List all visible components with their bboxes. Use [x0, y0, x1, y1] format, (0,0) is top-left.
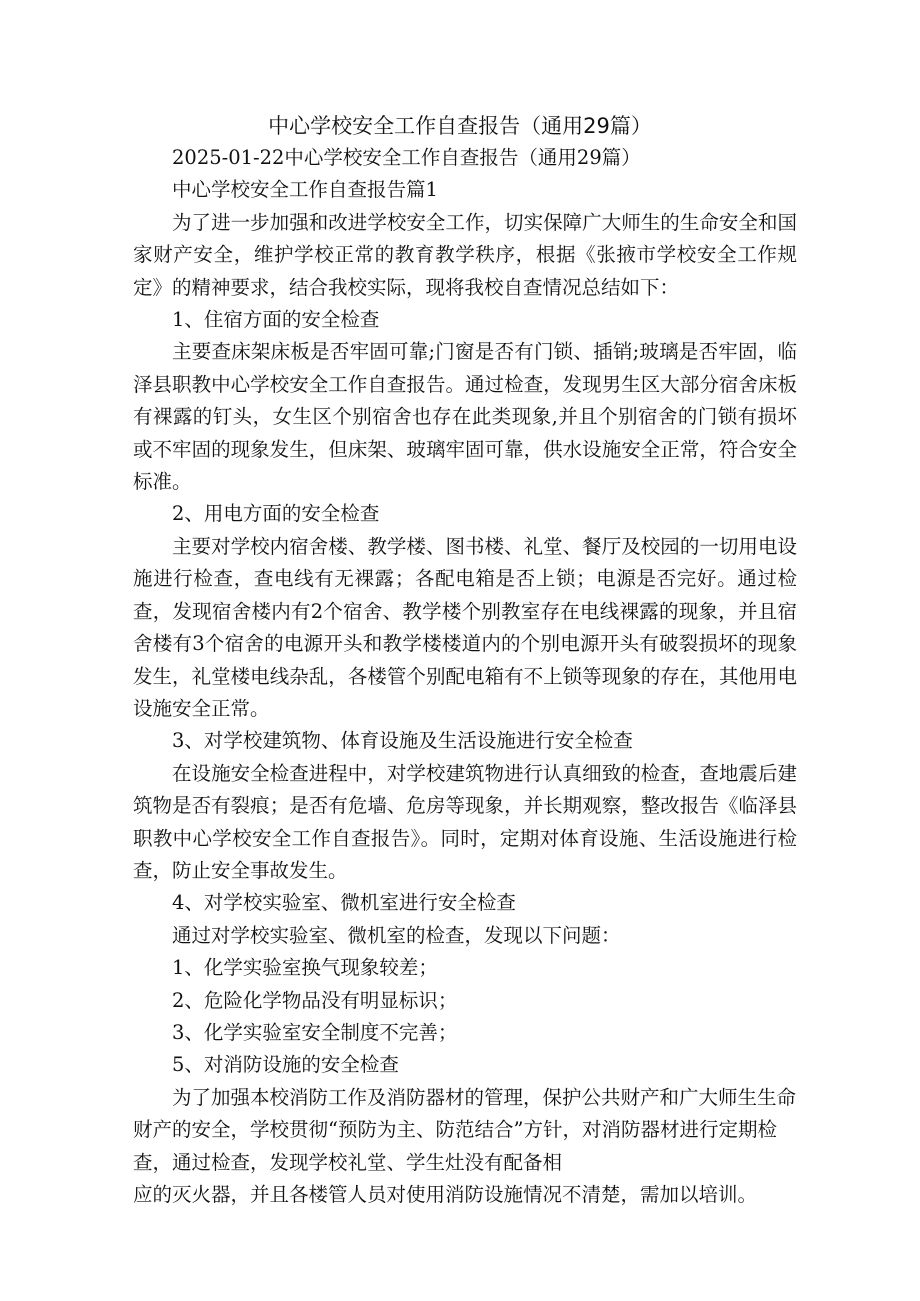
- paragraph: 在设施安全检查进程中，对学校建筑物进行认真细致的检查，查地震后建筑物是否有裂痕；是否有危墙、危房等现象，并长期观察，整改报告《临泽县职教中心学校安全工作自查报告》。同时，定期对体育设施、生活设施进行检查，防止安全事故发生。: [133, 761, 797, 882]
- document-title: 中心学校安全工作自查报告（通用29篇）: [268, 114, 652, 138]
- subsection-heading: 1、住宿方面的安全检查: [172, 308, 380, 332]
- date-line: 2025-01-22中心学校安全工作自查报告（通用29篇）: [172, 146, 641, 169]
- paragraph: 主要对学校内宿舍楼、教学楼、图书楼、礼堂、餐厅及校园的一切用电设施进行检查，查电线有无裸露；各配电箱是否上锁；电源是否完好。通过检查，发现宿舍楼内有2个宿舍、教学楼个别教室存在电线裸露的现象，并且宿舍楼有3个宿舍的电源开头和教学楼楼道内的个别电源开头有破裂损坏的现象发生，礼堂楼电线杂乱，各楼管个别配电箱有不上锁等现象的存在，其他用电设施安全正常。: [133, 534, 797, 720]
- paragraph: 通过对学校实验室、微机室的检查，发现以下问题：: [172, 923, 621, 947]
- subsection-heading: 2、用电方面的安全检查: [172, 502, 380, 526]
- section-heading: 中心学校安全工作自查报告篇1: [172, 178, 438, 202]
- paragraph: 为了加强本校消防工作及消防器材的管理，保护公共财产和广大师生生命财产的安全，学校贯彻“预防为主、防范结合”方针，对消防器材进行定期检查，通过检查，发现学校礼堂、学生灶没有配备相: [133, 1085, 797, 1174]
- list-item: 3、化学实验室安全制度不完善；: [172, 1020, 458, 1044]
- subsection-heading: 4、对学校实验室、微机室进行安全检查: [172, 891, 516, 915]
- subsection-heading: 5、对消防设施的安全检查: [172, 1053, 399, 1077]
- paragraph: 主要查床架床板是否牢固可靠;门窗是否有门锁、插销;玻璃是否牢固，临泽县职教中心学校安全工作自查报告。通过检查，发现男生区大部分宿舍床板有裸露的钉头，女生区个别宿舍也存在此类现象,并且个别宿舍的门锁有损坏或不牢固的现象发生，但床架、玻璃牢固可靠，供水设施安全正常，符合安全标准。: [133, 340, 797, 494]
- paragraph-continuation: 应的灭火器，并且各楼管人员对使用消防设施情况不清楚，需加以培训。: [133, 1183, 758, 1206]
- paragraph: 为了进一步加强和改进学校安全工作，切实保障广大师生的生命安全和国家财产安全，维护学校正常的教育教学秩序，根据《张掖市学校安全工作规定》的精神要求，结合我校实际，现将我校自查情况总结如下：: [133, 210, 797, 299]
- list-item: 1、化学实验室换气现象较差；: [172, 956, 438, 980]
- list-item: 2、危险化学物品没有明显标识；: [172, 988, 458, 1012]
- document-body: [133, 142, 797, 1211]
- subsection-heading: 3、对学校建筑物、体育设施及生活设施进行安全检查: [172, 729, 633, 753]
